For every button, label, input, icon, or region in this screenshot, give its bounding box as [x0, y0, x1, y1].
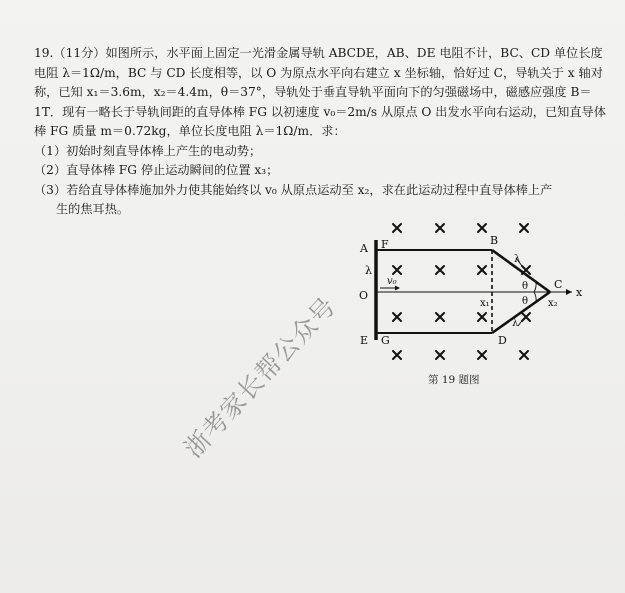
- label-lambda-left: λ: [365, 264, 372, 277]
- field-cross: [520, 351, 528, 359]
- question-3: （3）若给直导体棒施加外力使其能始终以 v₀ 从原点运动至 x₂，求在此运动过程中直导体棒上产: [34, 182, 553, 197]
- label-x1: x₁: [480, 298, 490, 309]
- label-a: A: [360, 242, 368, 255]
- problem-19: [34, 44, 606, 220]
- label-lambda-top: λ: [514, 254, 521, 265]
- question-2: （2）直导体棒 FG 停止运动瞬间的位置 x₃；: [34, 163, 279, 177]
- angle-arc-bottom: [534, 292, 536, 302]
- field-cross: [436, 266, 444, 274]
- label-x-axis: x: [576, 286, 583, 299]
- question-1: （1）初始时刻直导体棒上产生的电动势；: [34, 143, 262, 158]
- watermark-text: 浙考家长帮公众号: [178, 291, 342, 464]
- label-g: G: [381, 334, 390, 347]
- angle-arc-top: [534, 282, 536, 292]
- figure-caption: 第 19 题图: [428, 374, 480, 386]
- rail-cd: [492, 292, 550, 333]
- field-cross: [478, 313, 486, 321]
- field-cross: [478, 266, 486, 274]
- field-cross: [393, 266, 401, 274]
- label-d: D: [498, 334, 507, 347]
- field-cross: [436, 224, 444, 232]
- field-cross: [393, 224, 401, 232]
- label-c: C: [554, 278, 563, 291]
- label-lambda-bottom: λ: [512, 318, 519, 329]
- label-x2: x₂: [548, 298, 558, 309]
- rail-diagram: [340, 210, 600, 370]
- problem-statement: 19.（11分）如图所示，水平面上固定一光滑金属导轨 ABCDE，AB、DE 电阻不计，BC、CD 单位长度电阻 λ＝1Ω/m，BC 与 CD 长度相等，以 O 为原点水平向右建立 x 坐标轴，恰好过 C，导轨关于 x 轴对称，已知 x₁＝3.6m，x₂＝4.4m，θ＝37°，导轨处于垂直导轨平面向下的匀强磁场中，磁感应强度 B＝1T．现有一略长于导轨间距的直导体棒 FG 以初速度 v₀＝2m/s 从原点 O 出发水平向右运动，已知直导体棒 FG 质量 m＝0.72kg，单位长度电阻 λ＝1Ω/m．求：: [34, 46, 606, 138]
- rail-bc: [492, 250, 550, 292]
- label-o: O: [359, 289, 369, 302]
- field-cross: [520, 224, 528, 232]
- question-3-continued: 生的焦耳热。: [56, 202, 130, 216]
- label-e: E: [360, 334, 369, 347]
- field-cross: [393, 313, 401, 321]
- field-cross: [436, 351, 444, 359]
- label-f: F: [381, 238, 389, 251]
- label-v0: v₀: [387, 276, 397, 287]
- field-cross: [393, 351, 401, 359]
- label-theta-bottom: θ: [522, 296, 529, 307]
- x-axis-arrow: [566, 289, 572, 295]
- rails: [376, 240, 572, 340]
- label-theta-top: θ: [522, 281, 529, 292]
- label-b: B: [490, 234, 499, 247]
- field-cross: [478, 351, 486, 359]
- field-cross: [478, 224, 486, 232]
- field-cross: [436, 313, 444, 321]
